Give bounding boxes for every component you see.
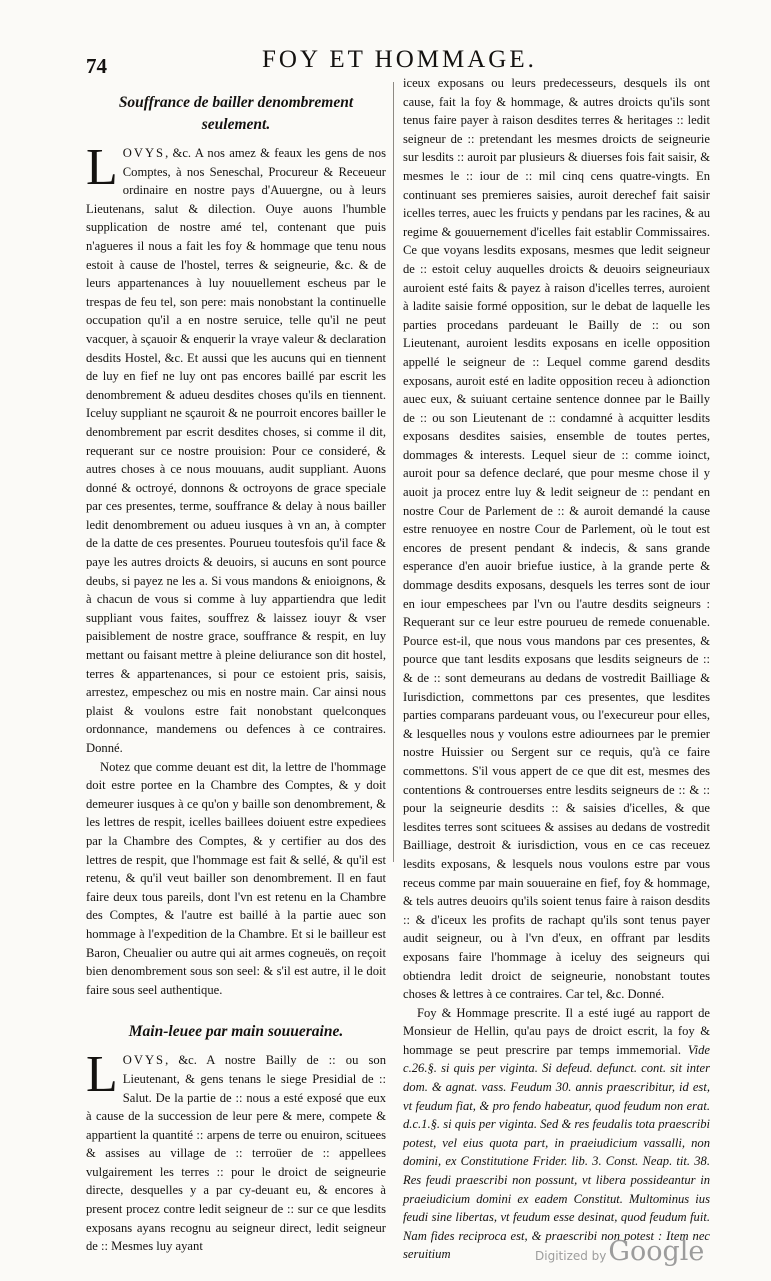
left-column (86, 88, 386, 1256)
letter-souffrance (86, 139, 386, 758)
letter-body: , &c. A nos amez & feaux les gens de nos Comptes, à nos Seneschal, Procureur & Receueur ordinaire en nostre pays d'Auuergne, ou à leurs Lieutenans, salut & dilection. Ouye auons l'humble supplication de nostre amé tel, contenant que puis n'agueres il nous a fait les foy & hommage que tenu nous estoit à cause de l'hostel, terres & seigneurie, &c. & de leurs appartenances à luy nouuellement escheus par le trespas de feu tel, son pere: mais nonobstant la continuelle occupation qu'il a en nostre seruice, telle qu'il ne peut vacquer, à sçauoir & enquerir la vraye valeur & declaration desdits Hostel, &c. Et aussi que les aucuns qui en tiennent de luy en fief ne luy ont pas encores baillé par escrit les denombrement & adueu desdites choses qu'ils en tiennent. Iceluy suppliant ne sçauroit & ne pourroit encores bailler le denombrement par escrit desdites choses, si comme il dit, requerant sur ce nostre prouision: Pour ce consideré, & autres choses à ce nous mouuans, audit suppliant. Auons donné & octroyé, donnons & octroyons de grace speciale par ces presentes, terme, souffrance & delay à nous bailler ledit denombrement ou adueu iusques à vn an, à compter de la datte de ces presentes. Pourueu toutesfois qu'il face & paye les autres droicts & deuoirs, si aucuns en sont pource deubs, si payez ne les a. Si vous mandons & enioignons, & à chacun de vous si comme à luy appartiendra que ledit suppliant vous faites, souffrez & laissez iouyr & vser paisiblement de nostre grace, souffrance & respit, en luy mettant ou faisant mettre à pleine deliurance son dit hostel, terres & appartenances, si pour ce estoient pris, saisis, arrestez, empeschez ou mis en nostre main. Car ainsi nous plaist & voulons estre fait nonobstant quelconques ordonnance, mandemens ou defences à ce contraires. Donné. (86, 146, 386, 755)
section-gap (86, 999, 386, 1017)
incipit: OVYS (122, 146, 166, 160)
running-title: FOY ET HOMMAGE. (262, 46, 537, 73)
section-heading-souffrance: Souffrance de bailler denombrement seulement. (118, 94, 354, 133)
page-number: 74 (86, 54, 107, 78)
note-prescription (403, 1004, 710, 1264)
incipit: OVYS (122, 1053, 166, 1068)
note-latin: Vide c.26.§. si quis per viginta. Si defeud. defunct. cont. sit inter dom. & agnat. vass. Feudum 30. annis praescribitur, id est, vt feudum fiat, & pro fendo habeatur, quod feudum non erat. d.c.1.§. si quis per viginta. Sed & res feudalis tota praescribi potest, vel eius quota part, in praeiudicium vassalli, non domini, ex Constitutione Frider. lib. 3. Const. Neap. tit. 38. Res feudi praescribi non possunt, vt libera possideantur in praeiudicium domini ex eadem Constitut. Multominus ius feudi sine libertas, vt feudum esse desinat, quod feudum fuit. Nam fides reciproca est, & praescribi non potest : Item nec seruitium (403, 1042, 711, 1262)
note-intro: Foy & Hommage prescrite. Il a esté iugé au rapport de Monsieur de Hellin, qu'au pays de droict escrit, la foy & hommage se peut prescrire par temps immemorial. (403, 1005, 710, 1057)
google-logo: Google (608, 1236, 705, 1267)
right-column (403, 74, 710, 1264)
letter-body: , &c. A nostre Bailly de :: ou son Lieutenant, & gens tenans le siege Presidial de :: Salut. De la partie de :: nous a esté exposé que eux à cause de la succession de leur pere & mere, compete & appartient la quantité :: arpens de terre ou enuiron, scituees & assises au village de :: terroüer de :: appellees vulgairement les terres :: pour le droict de seigneurie directe, desquelles y a par cy-deuant eu, & encores à present procez contre ledit seigneur de :: sur ce que lesdits exposans ayans recognu au seigneur direct, ledit seigneur de :: Mesmes luy ayant (86, 1053, 386, 1254)
digitized-watermark (535, 1236, 704, 1267)
letter-continuation: iceux exposans ou leurs predecesseurs, desquels ils ont cause, fait la foy & hommage, & autres droicts qu'ils sont tenus faire payer à raison desdites terres & heritages :: ledit seigneur de :: pretendant les mesmes droicts de seigneurie sur lesdits :: auroit par plusieurs & diuerses fois fait saisir, & mesmes le :: iour de :: mil cinq cens quatre-vingts. En continuant ses premieres saisies, auroit derechef fait saisir icelles terres, auec les fruicts y pendans par les racines, & au regime & gouuernement d'icelles fait establir Commissaires. Ce que voyans lesdits exposans, mesmes que ledit seigneur de :: estoit celuy auquelles droicts & deuoirs seigneuriaux auroient esté faits & payez à raison d'icelles terres, auroient à ladite saisie formé opposition, sur le debat de laquelle les parties procedans pardeuant le Bailly de :: ou son Lieutenant, auroient lesdits exposans en icelle opposition appellé le seigneur de :: Lequel comme garend desdits exposans, auroit esté en ladite opposition receu à adionction auec eux, & suiuant certaine sentence donnee par le Bailly de :: ou son Lieutenant de :: condamné à acquitter lesdits exposans desdites saisies, ensemble de toutes pertes, dommages & interests. Lequel sieur de :: comme ioinct, auroit pour sa defence declaré, que pour mesme chose il y auoit ja procez entre luy & ledit seigneur de :: pendant en nostre Cour de Parlement de :: & auroit demandé la cause estre renuoyee en nostre Cour de Parlement, où le tout est encores de present pendant & indecis, & sans grande esperance d'en auoir briefue iustice, à la grande perte & dommage desdits exposans, desquels les terres sont de iour en iour empeschees par l'vn ou l'autre desdits seigneurs : Requerant sur ce leur estre pourueu de remede conuenable. Pource est-il, que nous vous mandons par ces presentes, & pource que tant lesdits exposans que lesdits seigneurs de :: & de :: sont demeurans au dedans de vostredit Bailliage & Iurisdiction, commettons par ces presentes, que lesdites parties comparans pardeuant vous, ou l'execureur pour elles, & lesquelles nous y voulons estre adiournees par le premier nostre Huissier ou Sergent sur ce requis, qu'à ce faire commettons. S'il vous appert de ce que dit est, mesmes des contentions & controuerses entre lesdits seigneurs de :: & :: pour la seigneurie desdits :: & saisies d'icelles, & que lesdites terres sont scituees & assises au dedans de vostredit Bailliage, destroit & iurisdiction, vous en ce cas receuez lesdits exposans, & lesquels nous voulons estre par vous receus comme par main souueraine en fief, foy & hommage, & tels autres deuoirs qu'ils soient tenus faire à raison desdits :: & d'iceux les profits de rachapt qu'ils sont tenus payer audit seigneur, ou à l'vn d'eux, en offrant par lesdits exposans faire l'hommage à iceluy des seigneurs qui obtiendra ledit droict de seigneurie, nonobstant toutes choses & lettres à ce contraires. Car tel, &c. Donné. (403, 76, 710, 1002)
column-rule (393, 82, 394, 862)
watermark-prefix: Digitized by (535, 1249, 607, 1263)
section-heading-main-leuee: Main-leuee par main souueraine. (128, 1023, 344, 1041)
note-hommage: Notez que comme deuant est dit, la lettre de l'hommage doit estre portee en la Chambre des Comptes, & y doit demeurer iusques à ce qu'on y baille son denombrement, & les lettres de respit, icelles baillees doiuent estre expediees par la Chambre des Comptes, & y certifier au dos des lettres de respit, que l'hommage est fait & sellé, & qu'il est retenu, & qu'il veut bailler son denombrement. Il en faut faire deux tous pareils, dont l'vn est retenu en la Chambre des Comptes, & l'autre est baillé à la partie auec son hommage à l'expedition de la Chambre. Et si le bailleur est Baron, Cheualier ou autre qui ait armes cogneuës, on reçoit bien denombrement sous son seel: & s'il est autre, il le doit faire sous seel authentique. (86, 759, 386, 997)
dropcap: L (86, 139, 118, 196)
dropcap: L (86, 1046, 118, 1104)
letter-main-leuee (86, 1046, 386, 1256)
